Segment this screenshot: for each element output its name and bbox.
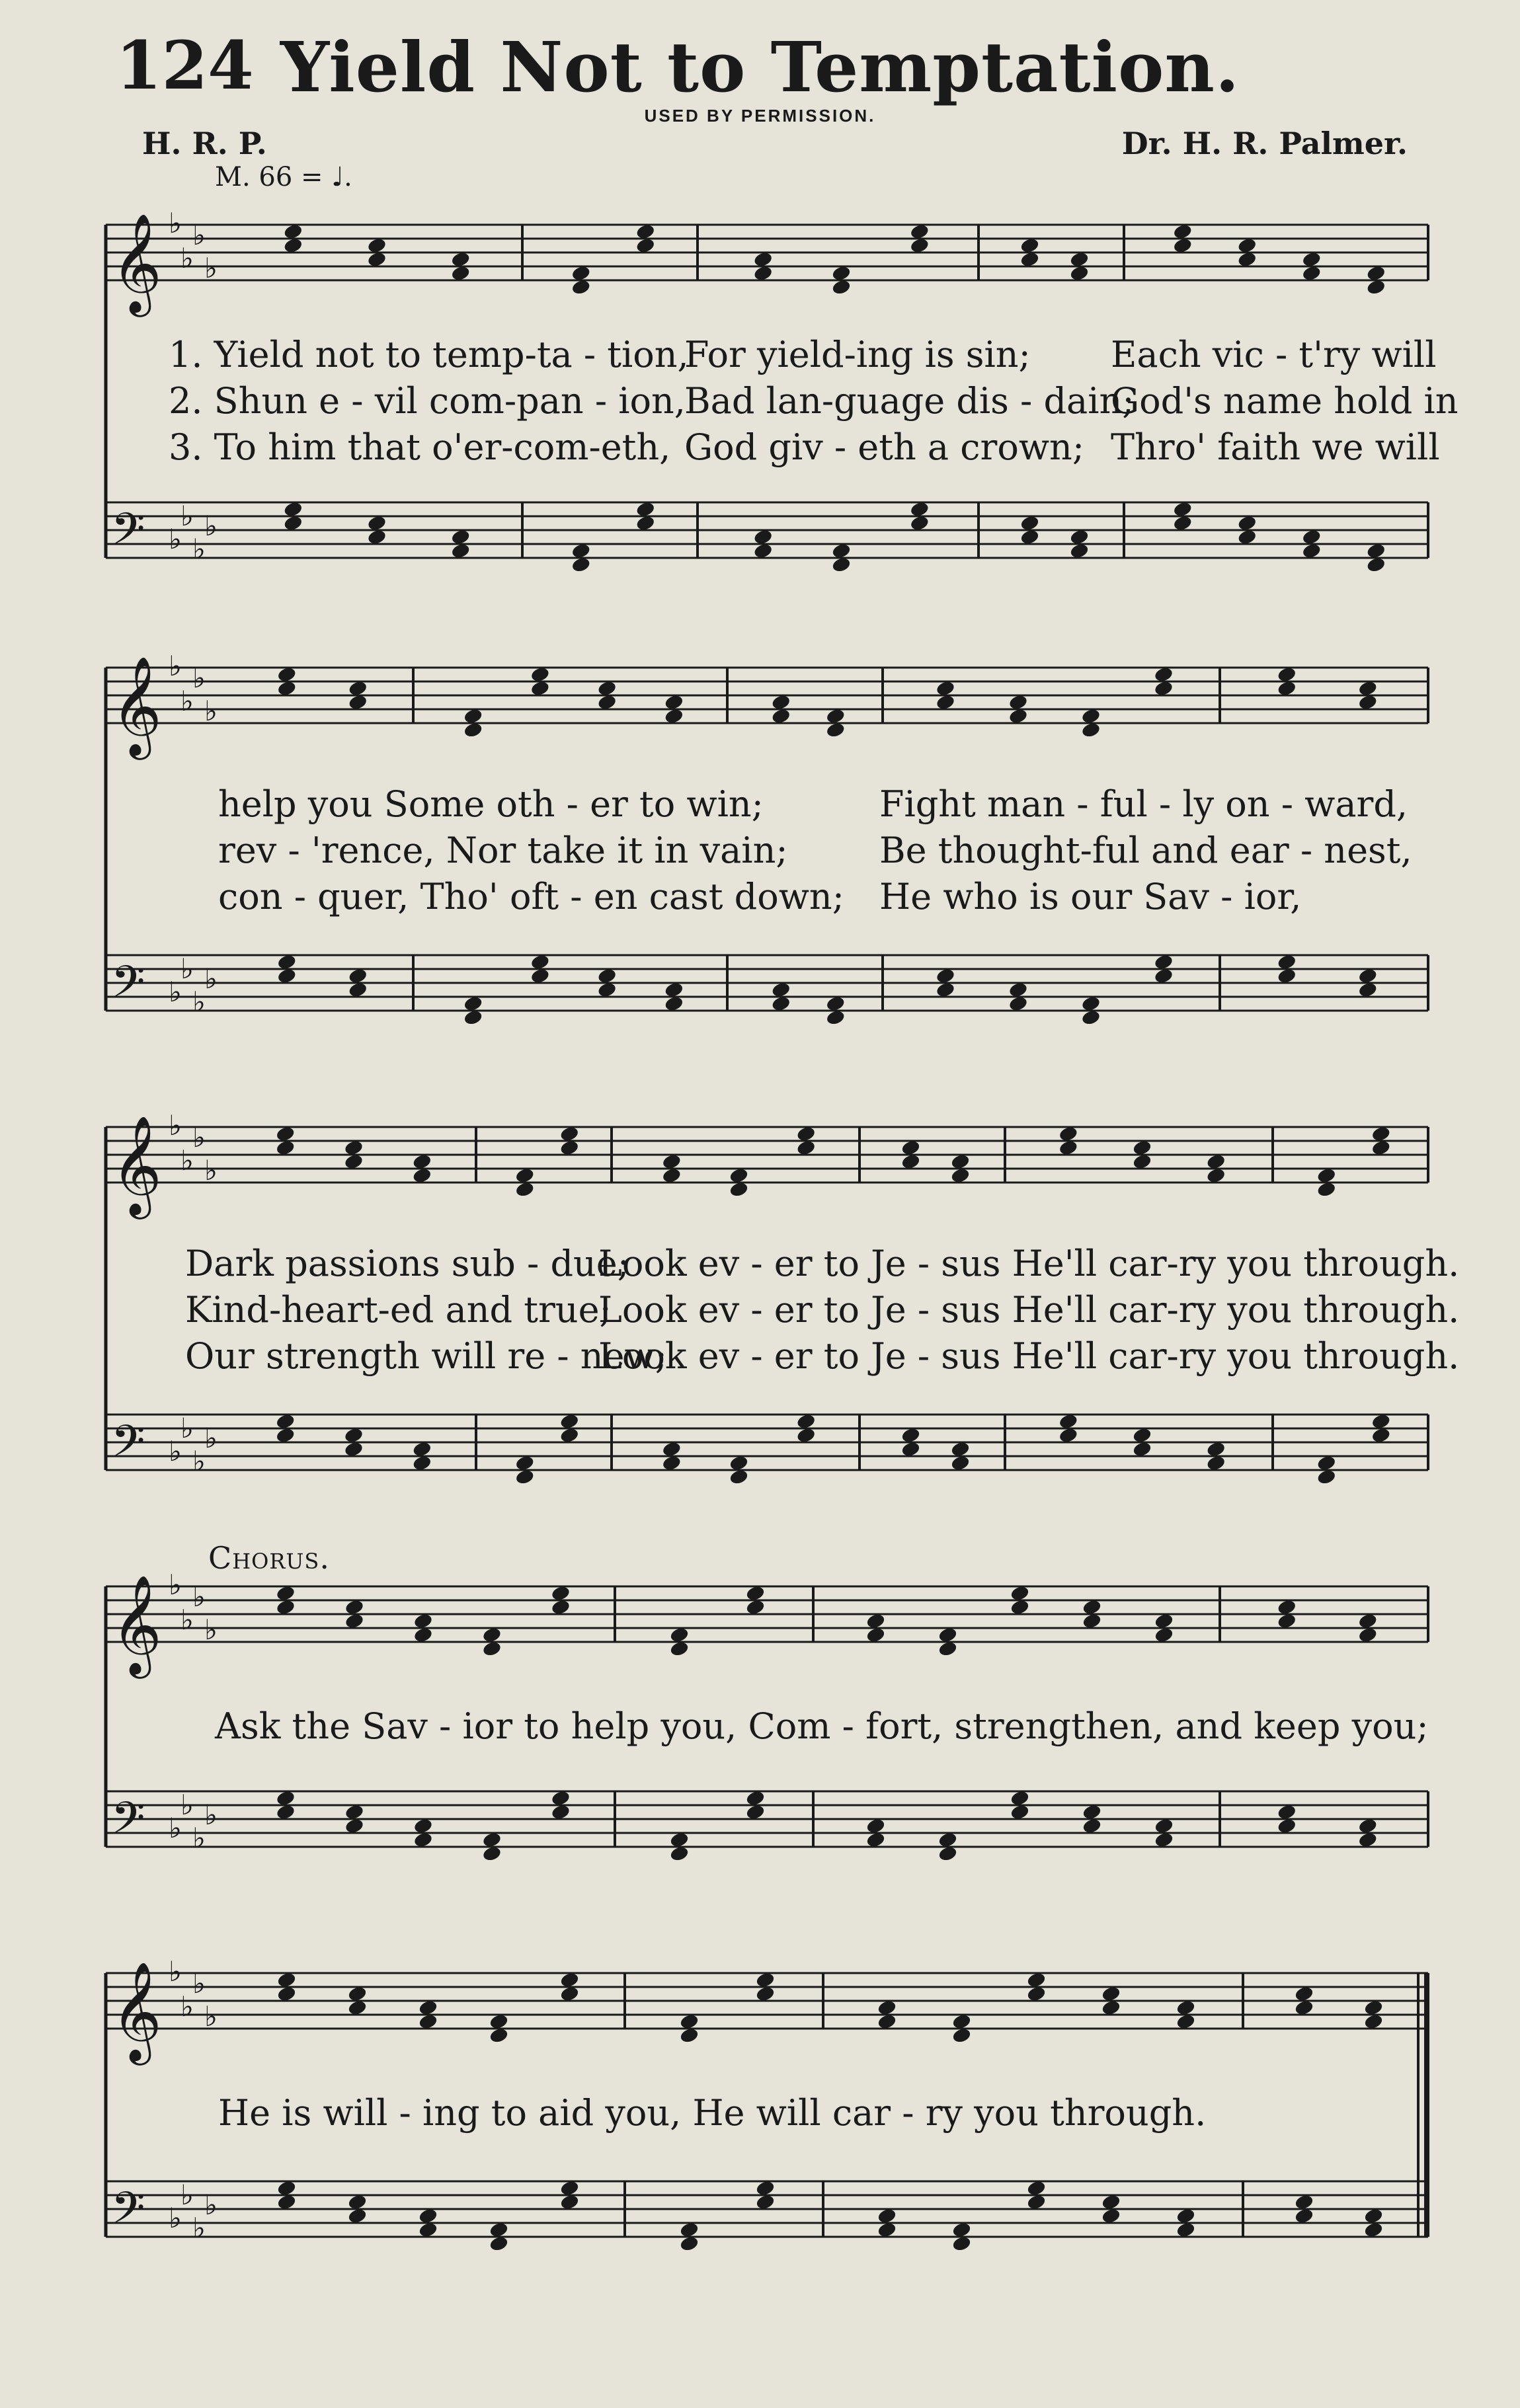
clef-symbol: 𝄞 bbox=[111, 212, 162, 313]
clef-symbol: 𝄞 bbox=[111, 1114, 162, 1215]
lyric-fragment: 2. Shun e - vil com-pan - ion, bbox=[169, 380, 686, 422]
flat-symbol: ♭ bbox=[192, 662, 206, 694]
lyric-fragment: Dark passions sub - due; bbox=[185, 1243, 629, 1284]
flat-symbol: ♭ bbox=[169, 523, 182, 555]
flat-symbol: ♭ bbox=[192, 1445, 206, 1477]
flat-symbol: ♭ bbox=[204, 510, 218, 542]
flat-symbol: ♭ bbox=[169, 1812, 182, 1844]
flat-symbol: ♭ bbox=[180, 1412, 194, 1444]
lyric-fragment: Look ev - er to Je - sus He'll car-ry you through. bbox=[598, 1243, 1460, 1284]
lyric-fragment: rev - 'rence, Nor take it in vain; bbox=[218, 830, 788, 871]
flat-symbol: ♭ bbox=[180, 2179, 194, 2211]
lyric-fragment: Fight man - ful - ly on - ward, bbox=[879, 783, 1408, 825]
flat-symbol: ♭ bbox=[180, 1144, 194, 1177]
flat-symbol: ♭ bbox=[180, 685, 194, 717]
flat-symbol: ♭ bbox=[204, 1799, 218, 1831]
flat-symbol: ♭ bbox=[180, 242, 194, 274]
flat-symbol: ♭ bbox=[169, 1435, 182, 1467]
flat-symbol: ♭ bbox=[169, 1109, 182, 1142]
lyric-fragment: 1. Yield not to temp-ta - tion, bbox=[169, 334, 689, 375]
lyric-fragment: Be thought-ful and ear - nest, bbox=[879, 830, 1412, 871]
flat-symbol: ♭ bbox=[192, 1967, 206, 2000]
lyric-fragment: God's name hold in bbox=[1111, 380, 1459, 422]
clef-symbol: 𝄢 bbox=[111, 1793, 145, 1854]
lyric-fragment: Thro' faith we will bbox=[1111, 426, 1440, 468]
lyric-fragment: Bad lan-guage dis - dain; bbox=[684, 380, 1135, 422]
flat-symbol: ♭ bbox=[180, 1990, 194, 2023]
flat-symbol: ♭ bbox=[204, 2000, 218, 2033]
permission-note: USED BY PERMISSION. bbox=[644, 106, 876, 126]
flat-symbol: ♭ bbox=[192, 1822, 206, 1854]
flat-symbol: ♭ bbox=[180, 952, 194, 985]
lyric-fragment: Look ev - er to Je - sus He'll car-ry you through. bbox=[598, 1335, 1460, 1377]
flat-symbol: ♭ bbox=[192, 986, 206, 1018]
flat-symbol: ♭ bbox=[204, 252, 218, 284]
lyric-fragment: con - quer, Tho' oft - en cast down; bbox=[218, 876, 844, 917]
composer-name: Dr. H. R. Palmer. bbox=[1121, 126, 1408, 161]
lyric-fragment: Look ev - er to Je - sus He'll car-ry you through. bbox=[598, 1289, 1460, 1331]
flat-symbol: ♭ bbox=[192, 1580, 206, 1613]
clef-symbol: 𝄢 bbox=[111, 504, 145, 565]
flat-symbol: ♭ bbox=[204, 2189, 218, 2221]
flat-symbol: ♭ bbox=[169, 207, 182, 239]
lyric-fragment: 3. To him that o'er-com-eth, bbox=[169, 426, 671, 468]
flat-symbol: ♭ bbox=[204, 695, 218, 727]
flat-symbol: ♭ bbox=[169, 1569, 182, 1601]
flat-symbol: ♭ bbox=[204, 1613, 218, 1646]
lyric-fragment: Ask the Sav - ior to help you, Com - fort, strengthen, and keep you; bbox=[215, 1705, 1429, 1747]
flat-symbol: ♭ bbox=[180, 1789, 194, 1821]
flat-symbol: ♭ bbox=[192, 219, 206, 251]
lyric-fragment: Our strength will re - new; bbox=[185, 1335, 667, 1377]
clef-symbol: 𝄞 bbox=[111, 1574, 162, 1674]
clef-symbol: 𝄞 bbox=[111, 655, 162, 756]
lyric-fragment: He is will - ing to aid you, He will car - ry you through. bbox=[218, 2092, 1207, 2134]
flat-symbol: ♭ bbox=[204, 1154, 218, 1186]
tempo-marking: M. 66 = ♩. bbox=[215, 162, 352, 192]
lyric-fragment: Kind-heart-ed and true; bbox=[185, 1289, 612, 1331]
flat-symbol: ♭ bbox=[192, 533, 206, 565]
lyric-fragment: help you Some oth - er to win; bbox=[218, 783, 764, 825]
flat-symbol: ♭ bbox=[169, 650, 182, 682]
lyric-fragment: For yield-ing is sin; bbox=[684, 334, 1031, 375]
flat-symbol: ♭ bbox=[169, 1955, 182, 1988]
lyric-fragment: Each vic - t'ry will bbox=[1111, 334, 1437, 375]
flat-symbol: ♭ bbox=[192, 1121, 206, 1153]
flat-symbol: ♭ bbox=[192, 2212, 206, 2244]
hymn-number: 124 bbox=[116, 26, 254, 104]
flat-symbol: ♭ bbox=[204, 1422, 218, 1454]
lyricist-initials: H. R. P. bbox=[142, 126, 267, 161]
flat-symbol: ♭ bbox=[204, 962, 218, 995]
clef-symbol: 𝄞 bbox=[111, 1961, 162, 2061]
flat-symbol: ♭ bbox=[169, 976, 182, 1008]
lyric-fragment: God giv - eth a crown; bbox=[684, 426, 1085, 468]
clef-symbol: 𝄢 bbox=[111, 1416, 145, 1477]
flat-symbol: ♭ bbox=[180, 1604, 194, 1636]
chorus-label: Chorus. bbox=[208, 1540, 330, 1576]
hymn-title: Yield Not to Temptation. bbox=[280, 26, 1240, 108]
flat-symbol: ♭ bbox=[169, 2202, 182, 2234]
clef-symbol: 𝄢 bbox=[111, 956, 145, 1018]
flat-symbol: ♭ bbox=[180, 500, 194, 532]
clef-symbol: 𝄢 bbox=[111, 2183, 145, 2244]
lyric-fragment: He who is our Sav - ior, bbox=[879, 876, 1302, 917]
